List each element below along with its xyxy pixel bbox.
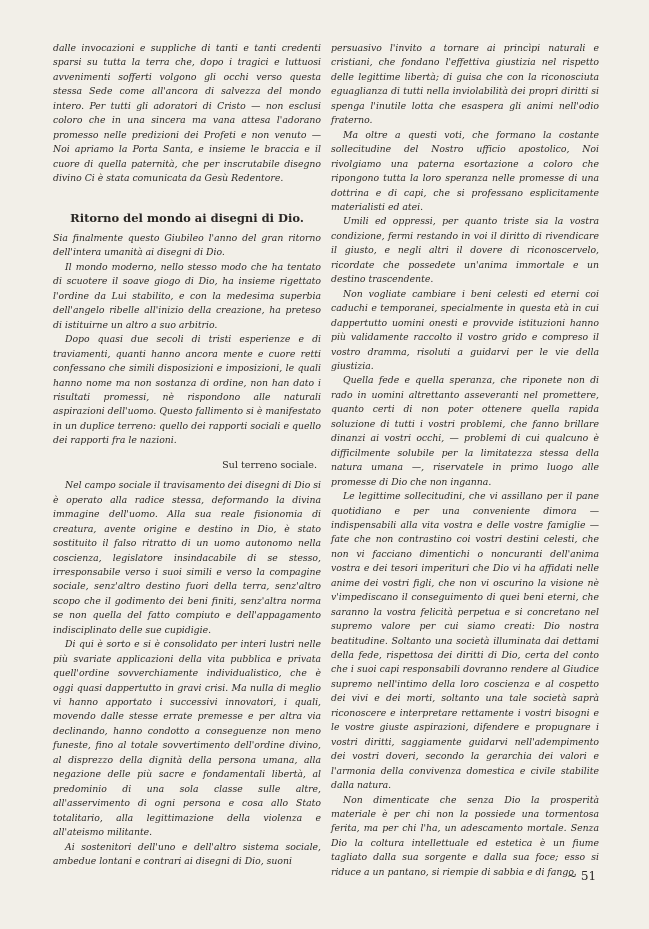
paragraph: Ma oltre a questi voti, che formano la costante sollecitudine del Nostro ufficio apostolico, Noi rivolgiamo una paterna esortazione a coloro che ripongono tutta la loro speranza nelle promesse di una dottrina e di capi, che si professano esplicitamente materialisti ed atei.	[331, 129, 599, 213]
right-column	[331, 42, 599, 880]
intro-paragraph: dalle invocazioni e suppliche di tanti e tanti credenti sparsi su tutta la terra che, dopo i tragici e luttuosi avvenimenti sofferti volgono gli occhi verso questa stessa Sede come all'ancora di salvezza del mondo intero. Per tutti gli adoratori di Cristo — non esclusi coloro che in una sincera ma vana attesa l'adorano promesso nelle predizioni dei Profeti e non venuto — Noi apriamo la Porta Santa, e insieme le braccia e il cuore di quella paternità, che per inscrutabile disegno divino Ci è stata comunicata da Gesù Redentore.	[53, 43, 321, 185]
subsection-heading: Sul terreno sociale.	[222, 459, 317, 471]
paragraph: Non dimenticate che senza Dio la prosperità materiale è per chi non la possiede una tormentosa ferita, ma per chi l'ha, un adescamento mortale. Senza Dio la coltura intellettuale ed estetica è un fiume tagliato dalla sua sorgente e dalla sua foce; esso si riduce a un pantano, si riempie di sabbia e di fango.	[331, 794, 599, 878]
paragraph: Umili ed oppressi, per quanto triste sia la vostra condizione, fermi restando in voi il diritto di rivendicare il giusto, e negli altri il dovere di riconoscervelo, ricordate che possedete un'anima immortale e un destino trascendente.	[331, 216, 599, 286]
page-number: ~ 51	[567, 869, 597, 883]
paragraph: Di qui è sorto e si è consolidato per interi lustri nelle più svariate applicazioni della vita pubblica e privata quell'ordine sovverchiamente individualistico, che è oggi quasi dappertutto in gravi crisi. Ma nulla di meglio vi hanno apportato i successivi innovatori, i quali, movendo dalle stesse errate premesse e per altra via declinando, hanno condotto a conseguenze non meno funeste, fino al totale sovvertimento dell'ordine divino, al disprezzo della dignità della persona umana, alla negazione delle più sacre e fondamentali libertà, al predominio di una sola classe sulle altre, all'asservimento di ogni persona e cosa allo Stato totalitario, alla legittimazione della violenza e all'ateismo militante.	[53, 639, 321, 839]
paragraph: Le legittime sollecitudini, che vi assillano per il pane quotidiano e per una conveniente dimora — indispensabili alla vita vostra e delle vostre famiglie — fate che non contrastino coi vostri destini celesti, che non vi facciano dimentichi o noncuranti dell'anima vostra e dei tesori imperituri che Dio vi ha affidati nelle anime dei vostri figli, che non vi oscurino la visione nè v'impediscano il conseguimento di quei beni eterni, che saranno la vostra felicità perpetua e si concretano nel supremo valore per cui siamo creati: Dio nostra beatitudine. Soltanto una società illuminata dai dettami della fede, rispettosa dei diritti di Dio, certa del conto che i suoi capi responsabili dovranno rendere al Giudice supremo nell'intimo della loro coscienza e al cospetto dei vivi e dei morti, soltanto una tale società saprà riconoscere e interpretare rettamente i vostri bisogni e le vostre giuste aspirazioni, difendere e propugnare i vostri diritti, saggiamente guidarvi nell'adempimento dei vostri doveri, secondo la gerarchia dei valori e l'armonia della convivenza domestica e civile stabilite dalla natura.	[331, 491, 599, 792]
left-column	[53, 42, 321, 869]
paragraph: Nel campo sociale il travisamento dei disegni di Dio si è operato alla radice stessa, deformando la divina immagine dell'uomo. Alla sua reale fisionomia di creatura, avente origine e destino in Dio, è stato sostituito il falso ritratto di un uomo autonomo nella coscienza, legislatore insindacabile di se stesso, irresponsabile verso i suoi simili e verso la compagine sociale, senz'altro destino fuori della terra, senz'altro scopo che il godimento dei beni finiti, senz'altra norma se non quella del fatto compiuto e dell'appagamento indisciplinato delle sue cupidigie.	[53, 480, 321, 636]
paragraph: Non vogliate cambiare i beni celesti ed eterni coi caduchi e temporanei, specialmente in questa età in cui dappertutto uomini onesti e provvide istituzioni hanno più validamente raccolto il vostro grido e compreso il vostro dramma, risoluti a guidarvi per le vie della giustizia.	[331, 288, 599, 372]
paragraph: Sia finalmente questo Giubileo l'anno del gran ritorno dell'intera umanità ai disegni di Dio.	[53, 232, 321, 259]
paragraph: Dopo quasi due secoli di tristi esperienze e di traviamenti, quanti hanno ancora mente e cuore retti confessano che simili disposizioni e imposizioni, le quali hanno nome ma non sostanza di ordine, non han dato i risultati promessi, nè rispondono alle naturali aspirazioni dell'uomo. Questo fallimento si è manifestato in un duplice terreno: quello dei rapporti sociali e quello dei rapporti fra le nazioni.	[53, 334, 321, 447]
section-heading: Ritorno del mondo ai disegni di Dio.	[70, 210, 304, 225]
paragraph: persuasivo l'invito a tornare ai princìpi naturali e cristiani, che fondano l'effettiva giustizia nel rispetto delle legittime libertà; di guisa che con la riconosciuta eguaglianza di tutti nella inviolabilità dei propri diritti si spenga l'inutile lotta che esaspera gli animi nell'odio fraterno.	[331, 43, 599, 127]
paragraph: Quella fede e quella speranza, che riponete non di rado in uomini altrettanto asseveranti nel promettere, quanto certi di non poter ottenere quella rapida soluzione di tutti i vostri problemi, che fanno brillare dinanzi ai vostri occhi, — problemi di cui qualcuno è difficilmente solubile per la limitatezza stessa della natura umana —, riservatele in primo luogo alle promesse di Dio che non inganna.	[331, 375, 599, 488]
paragraph: Il mondo moderno, nello stesso modo che ha tentato di scuotere il soave giogo di Dio, ha insieme rigettato l'ordine da Lui stabilito, e con la medesima superbia dell'angelo ribelle all'inizio della creazione, ha preteso di istituirne un altro a suo arbitrio.	[53, 261, 321, 331]
paragraph: Ai sostenitori dell'uno e dell'altro sistema sociale, ambedue lontani e contrari ai disegni di Dio, suoni	[53, 841, 321, 868]
